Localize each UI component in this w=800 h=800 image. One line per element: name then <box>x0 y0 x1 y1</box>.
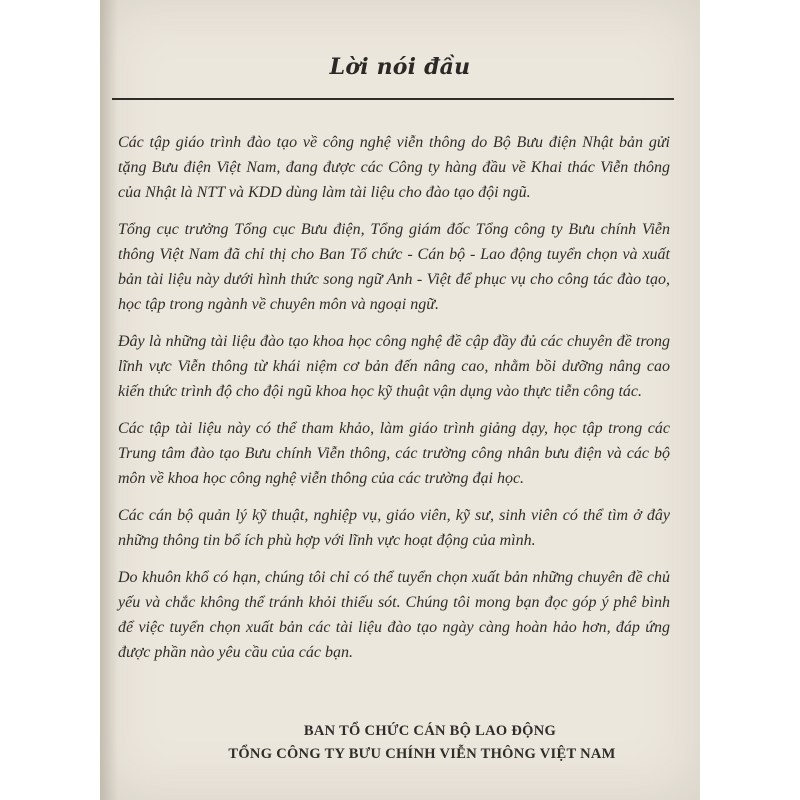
paragraph: Đây là những tài liệu đào tạo khoa học công nghệ đề cập đầy đủ các chuyên đề trong lĩnh vực Viễn thông từ khái niệm cơ bản đến nâng cao, nhằm bồi dưỡng nâng cao kiến thức trình độ cho đội ngũ khoa học kỹ thuật vận dụng vào thực tiễn công tác. <box>118 333 670 400</box>
signature-line-1: BAN TỔ CHỨC CÁN BỘ LAO ĐỘNG <box>303 723 557 739</box>
paragraph: Các tập giáo trình đào tạo về công nghệ viễn thông do Bộ Bưu điện Nhật bản gửi tặng Bưu điện Việt Nam, đang được các Công ty hàng đầu về Khai thác Viễn thông của Nhật là NTT và KDD dùng làm tài liệu cho đào tạo đội ngũ. <box>118 134 670 201</box>
title-divider <box>112 98 674 100</box>
book-page <box>100 0 700 800</box>
page-title: Lời nói đầu <box>329 54 471 80</box>
body-text <box>118 130 670 677</box>
paragraph: Tổng cục trưởng Tổng cục Bưu điện, Tổng giám đốc Tổng công ty Bưu chính Viễn thông Việt Nam đã chỉ thị cho Ban Tổ chức - Cán bộ - Lao động tuyển chọn và xuất bản tài liệu này dưới hình thức song ngữ Anh - Việt để phục vụ cho công tác đào tạo, học tập trong ngành về chuyên môn và ngoại ngữ. <box>118 221 670 313</box>
paragraph: Do khuôn khổ có hạn, chúng tôi chỉ có thể tuyển chọn xuất bản những chuyên đề chủ yếu và chắc không thể tránh khỏi thiếu sót. Chúng tôi mong bạn đọc góp ý phê bình để việc tuyển chọn xuất bản các tài liệu đào tạo ngày càng hoàn hảo hơn, đáp ứng được phần nào yêu cầu của các bạn. <box>118 569 670 661</box>
page-gutter-shadow <box>100 0 118 800</box>
paragraph: Các cán bộ quản lý kỹ thuật, nghiệp vụ, giáo viên, kỹ sư, sinh viên có thể tìm ở đây những thông tin bổ ích phù hợp với lĩnh vực hoạt động của mình. <box>118 507 670 549</box>
paragraph: Các tập tài liệu này có thể tham khảo, làm giáo trình giảng dạy, học tập trong các Trung tâm đào tạo Bưu chính Viễn thông, các trường công nhân bưu điện và các bộ môn về khoa học công nghệ viễn thông của các trường đại học. <box>118 420 670 487</box>
signature-line-2: TỔNG CÔNG TY BƯU CHÍNH VIỄN THÔNG VIỆT NAM <box>228 746 616 762</box>
